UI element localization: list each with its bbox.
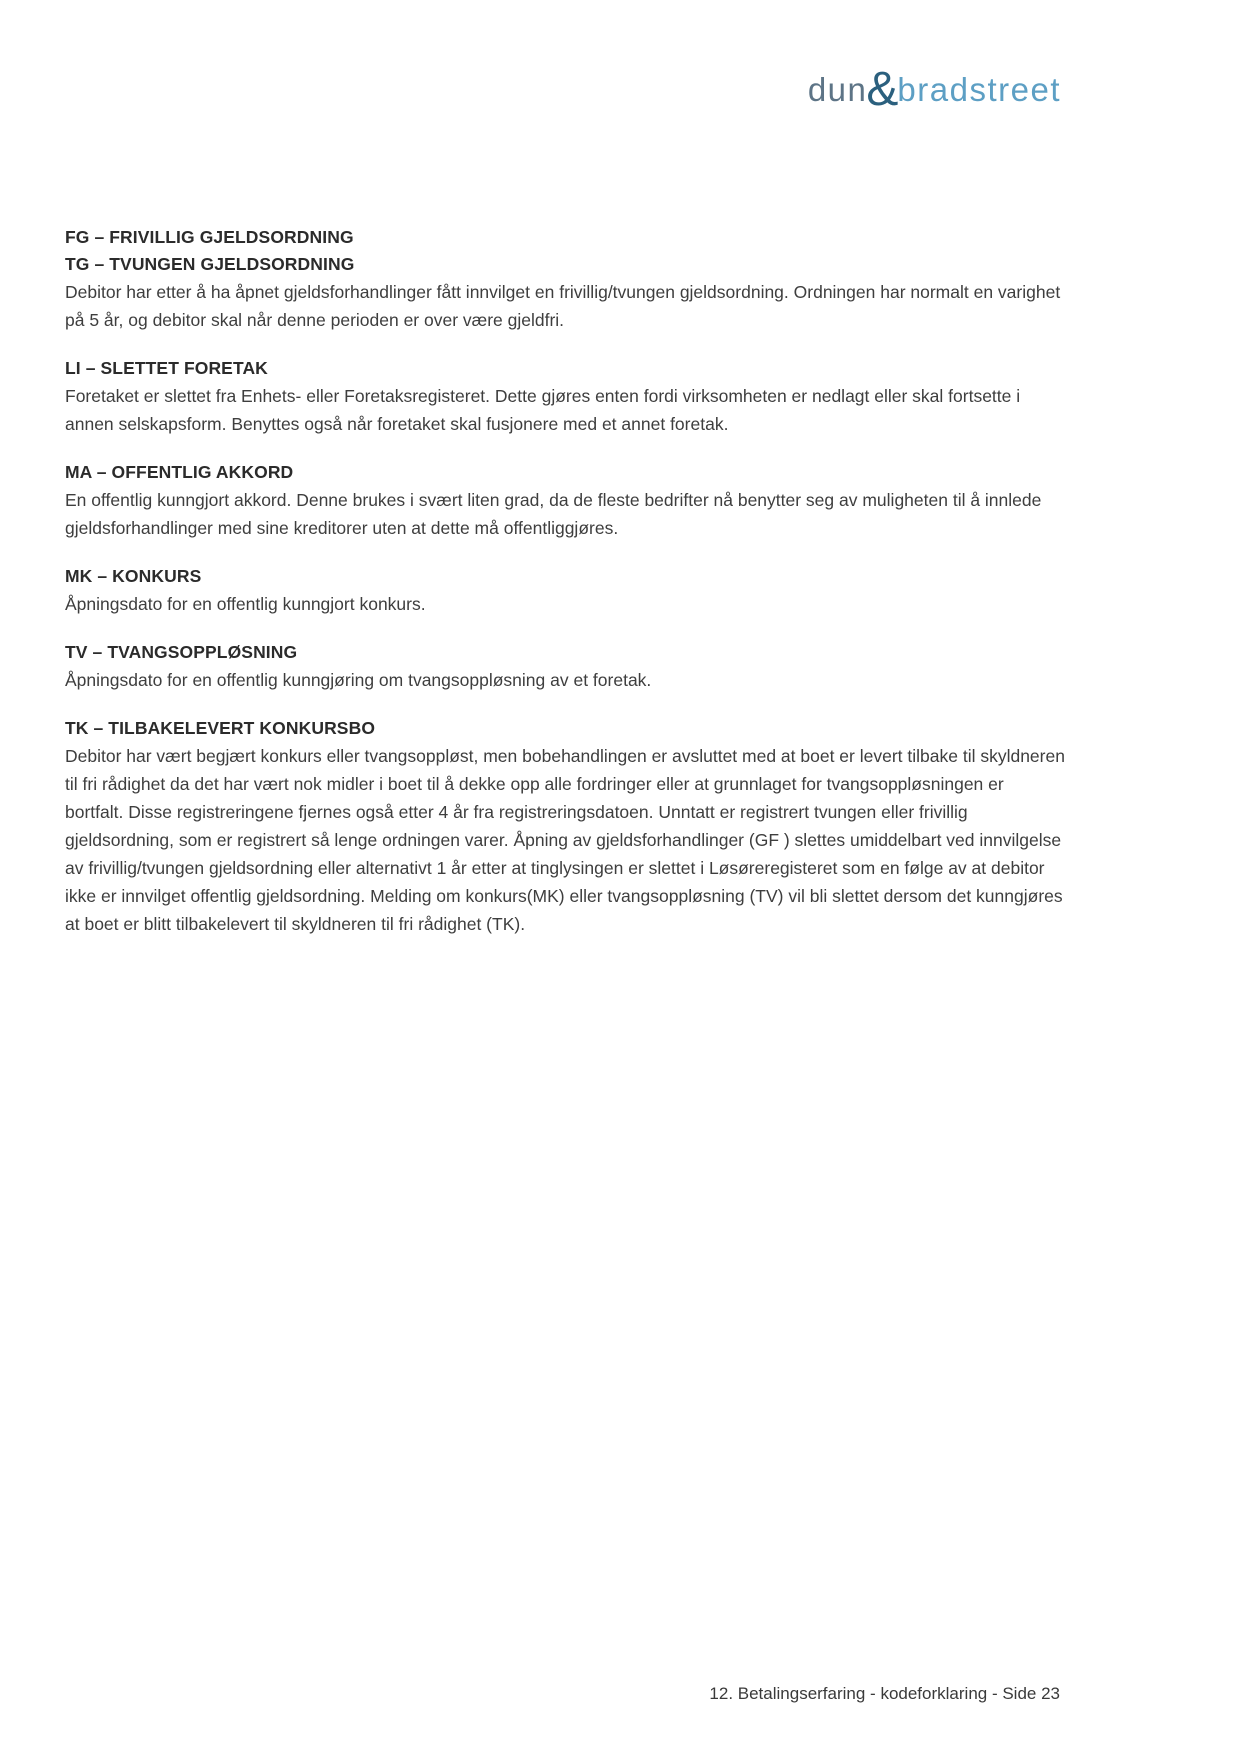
section-li [65,355,1065,438]
section-heading: FG – FRIVILLIG GJELDSORDNING [65,227,354,247]
section-body: En offentlig kunngjort akkord. Denne brukes i svært liten grad, da de fleste bedrifter nå benytter seg av muligheten til å innlede gjeldsforhandlinger med sine kreditorer uten at dette må offentliggjøres. [65,490,1042,538]
section-mk [65,563,1065,618]
section-body: Foretaket er slettet fra Enhets- eller Foretaksregisteret. Dette gjøres enten fordi virksomheten er nedlagt eller skal fortsette i annen selskapsform. Benyttes også når foretaket skal fusjonere med et annet foretak. [65,386,1021,434]
section-body: Debitor har vært begjært konkurs eller tvangsoppløst, men bobehandlingen er avsluttet med at boet er levert tilbake til skyldneren til fri rådighet da det har vært nok midler i boet til å dekke opp alle fordringer eller at grunnlaget for tvangsoppløsningen er bortfalt. Disse registreringene fjernes også etter 4 år fra registreringsdatoen. Unntatt er registrert tvungen eller frivillig gjeldsordning, som er registrert så lenge ordningen varer. Åpning av gjeldsforhandlinger (GF ) slettes umiddelbart ved innvilgelse av frivillig/tvungen gjeldsordning eller alternativt 1 år etter at tinglysingen er slettet i Løsøreregisteret som en følge av at debitor ikke er innvilget offentlig gjeldsordning. Melding om konkurs(MK) eller tvangsoppløsning (TV) vil bli slettet dersom det kunngjøres at boet er blitt tilbakelevert til skyldneren til fri rådighet (TK). [65,746,1065,934]
section-tv [65,639,1065,694]
page-footer [709,1682,1060,1706]
section-heading: TG – TVUNGEN GJELDSORDNING [65,254,355,274]
section-heading: TK – TILBAKELEVERT KONKURSBO [65,718,376,738]
dun-bradstreet-logo [807,62,1061,116]
section-heading: MA – OFFENTLIG AKKORD [65,462,294,482]
ampersand-icon: & [866,63,899,116]
document-body [65,224,1065,938]
section-body: Åpningsdato for en offentlig kunngjort konkurs. [65,594,426,614]
section-heading: LI – SLETTET FORETAK [65,358,268,378]
section-fg-tg [65,224,1065,334]
logo-text-bradstreet: bradstreet [897,71,1061,108]
section-body: Åpningsdato for en offentlig kunngjøring om tvangsoppløsning av et foretak. [65,670,652,690]
section-heading: MK – KONKURS [65,566,202,586]
section-ma [65,459,1065,542]
footer-text: 12. Betalingserfaring - kodeforklaring - Side 23 [709,1684,1060,1703]
section-body: Debitor har etter å ha åpnet gjeldsforhandlinger fått innvilget en frivillig/tvungen gjeldsordning. Ordningen har normalt en varighet på 5 år, og debitor skal når denne perioden er over være gjeldfri. [65,282,1061,330]
section-tk [65,715,1065,938]
section-heading: TV – TVANGSOPPLØSNING [65,642,298,662]
logo-text-dun: dun [807,71,868,108]
